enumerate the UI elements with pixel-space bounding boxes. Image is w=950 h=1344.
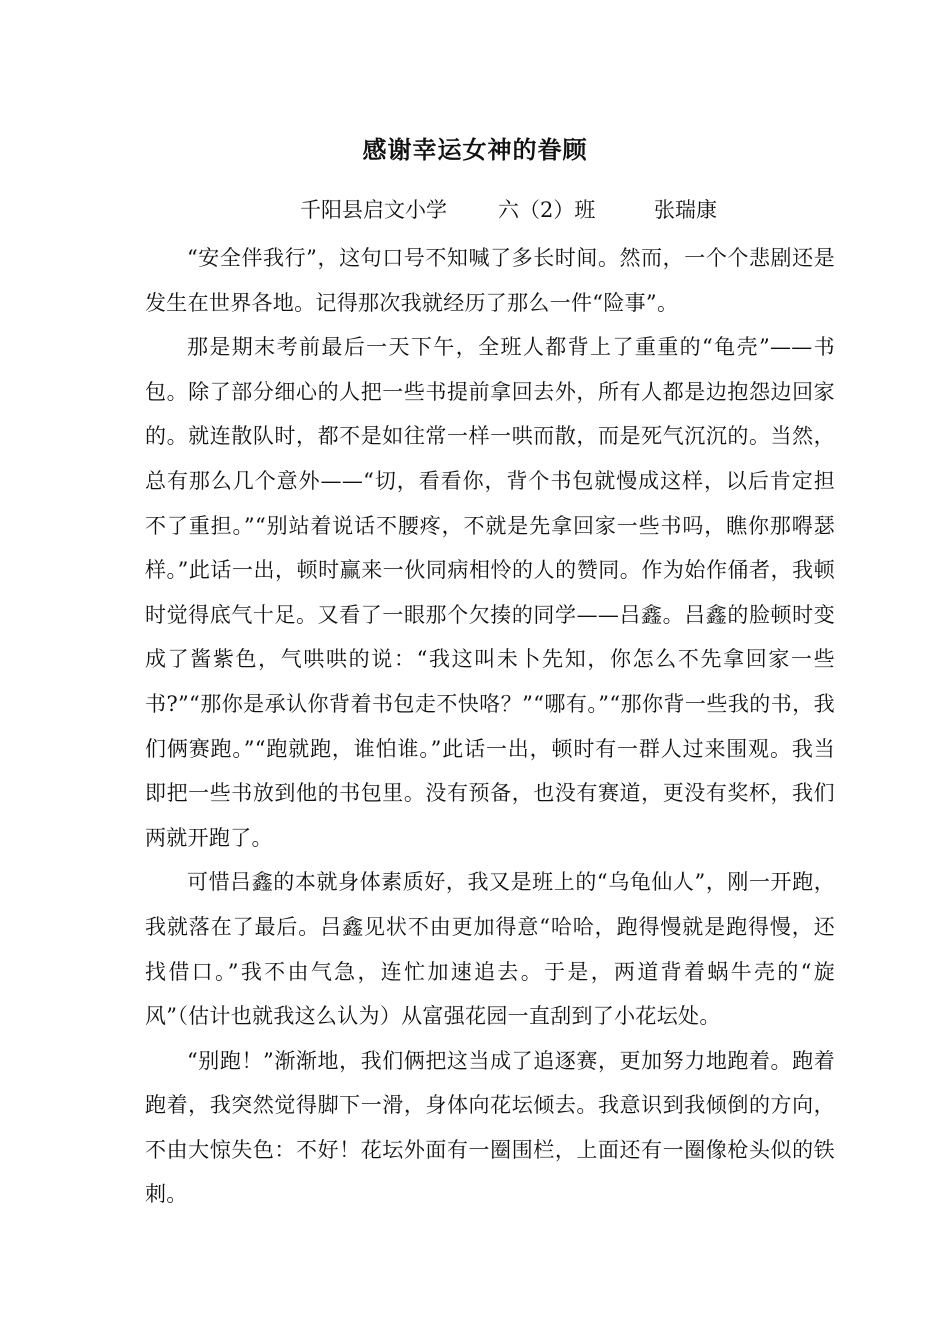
paragraph: 那是期末考前最后一天下午，全班人都背上了重重的“龟壳”——书包。除了部分细心的人把一些书提前拿回去外，所有人都是边抱怨边回家的。就连散队时，都不是如往常一样一哄而散，而是死气沉沉的。当然，总有那么几个意外——“切，看看你，背个书包就慢成这样，以后肯定担不了重担。”“别站着说话不腰疼，不就是先拿回家一些书吗，瞧你那嘚瑟样。”此话一出，顿时赢来一伙同病相怜的人的赞同。作为始作俑者，我顿时觉得底气十足。又看了一眼那个欠揍的同学——吕鑫。吕鑫的脸顿时变成了酱紫色，气哄哄的说：“我这叫未卜先知，你怎么不先拿回家一些书?”“那你是承认你背着书包走不快咯？”“哪有。”“那你背一些我的书，我们俩赛跑。”“跑就跑，谁怕谁。”此话一出，顿时有一群人过来围观。我当即把一些书放到他的书包里。没有预备，也没有赛道，更没有奖杯，我们两就开跑了。 — [145, 335, 835, 850]
byline-author: 张瑞康 — [654, 198, 717, 222]
essay-title: 感谢幸运女神的眷顾 — [362, 135, 588, 164]
paragraph: 可惜吕鑫的本就身体素质好，我又是班上的“乌龟仙人”，刚一开跑，我就落在了最后。吕鑫见状不由更加得意“哈哈，跑得慢就是跑得慢，还找借口。”我不由气急，连忙加速追去。于是，两道背着蜗牛壳的“旋风”（估计也就我这么认为）从富强花园一直刮到了小花坛处。 — [145, 870, 835, 1029]
paragraph: “安全伴我行”，这句口号不知喊了多长时间。然而，一个个悲剧还是发生在世界各地。记得那次我就经历了那么一件“险事”。 — [145, 246, 835, 315]
byline — [300, 194, 717, 226]
paragraph: “别跑！”渐渐地，我们俩把这当成了追逐赛，更加努力地跑着。跑着跑着，我突然觉得脚下一滑，身体向花坛倾去。我意识到我倾倒的方向，不由大惊失色：不好！花坛外面有一圈围栏，上面还有一圈像枪头似的铁刺。 — [145, 1048, 835, 1207]
byline-school: 千阳县启文小学 — [300, 198, 447, 222]
byline-class: 六（2）班 — [498, 198, 596, 222]
essay-body — [145, 236, 835, 1217]
